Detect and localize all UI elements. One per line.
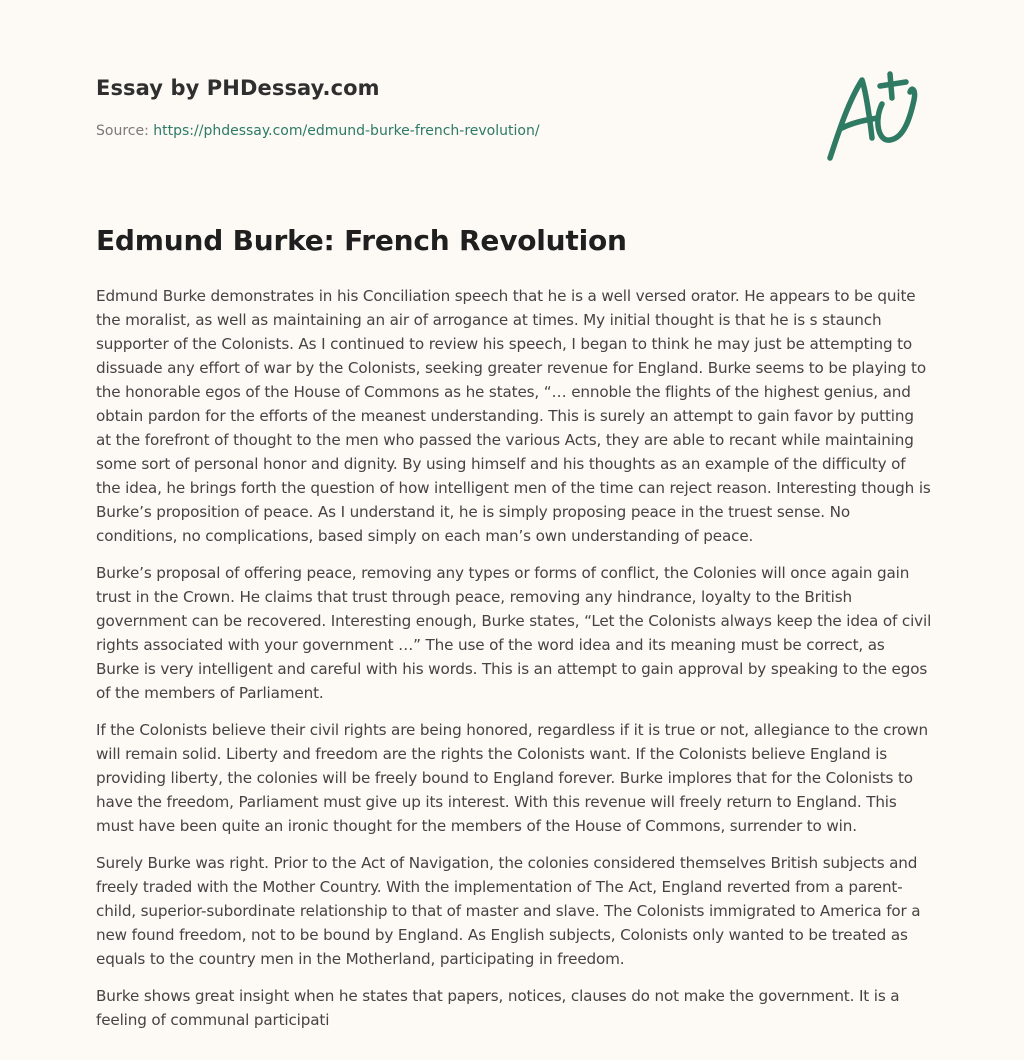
essay-paragraph: Burke’s proposal of offering peace, removing any types or forms of conflict, the Colonies will once again gain trust in the Crown. He claims that trust through peace, removing any hindrance, loyalty to the British government can be recovered. Interesting enough, Burke states, “Let the Colonists always keep the idea of civil rights associated with your government …” The use of the word idea and its meaning must be correct, as Burke is very intelligent and careful with his words. This is an attempt to gain approval by speaking to the egos of the members of Parliament. (96, 564, 932, 702)
essay-paragraph: Surely Burke was right. Prior to the Act of Navigation, the colonies considered themselves British subjects and freely traded with the Mother Country. With the implementation of The Act, England reverted from a parent-child, superior-subordinate relationship to that of master and slave. The Colonists immigrated to America for a new found freedom, not to be bound by England. As English subjects, Colonists only wanted to be treated as equals to the country men in the Motherland, participating in freedom. (96, 854, 921, 968)
source-link[interactable]: https://phdessay.com/edmund-burke-french-revolution/ (153, 123, 540, 139)
essay-paragraph: If the Colonists believe their civil rights are being honored, regardless if it is true or not, allegiance to the crown will remain solid. Liberty and freedom are the rights the Colonists want. If the Colonists believe England is providing liberty, the colonies will be freely bound to England forever. Burke implores that for the Colonists to have the freedom, Parliament must give up its interest. With this revenue will freely return to England. This must have been quite an ironic thought for the members of the House of Commons, surrender to win. (96, 721, 928, 835)
essay-paragraph: Edmund Burke demonstrates in his Conciliation speech that he is a well versed orator. He appears to be quite the moralist, as well as maintaining an air of arrogance at times. My initial thought is that he is s staunch supporter of the Colonists. As I continued to review his speech, I began to think he may just be attempting to dissuade any effort of war by the Colonists, seeking greater revenue for England. Burke seems to be playing to the honorable egos of the House of Commons as he states, “… ennoble the flights of the highest genius, and obtain pardon for the efforts of the meanest understanding. This is surely an attempt to gain favor by putting at the forefront of thought to the men who passed the various Acts, they are able to recant while maintaining some sort of personal honor and dignity. By using himself and his thoughts as an example of the difficulty of the idea, he brings forth the question of how intelligent men of the time can reject reason. Interesting though is Burke’s proposition of peace. As I understand it, he is simply proposing peace in the truest sense. No conditions, no complications, based simply on each man’s own understanding of peace. (96, 287, 931, 545)
a-plus-grade-icon (822, 68, 926, 164)
essay-body (96, 284, 932, 1045)
essay-header (96, 76, 796, 139)
source-label: Source: (96, 123, 149, 139)
essay-paragraph: Burke shows great insight when he states that papers, notices, clauses do not make the government. It is a feeling of communal participati (96, 987, 900, 1029)
essay-title: Edmund Burke: French Revolution (96, 224, 627, 257)
source-line (96, 123, 796, 139)
site-brand: Essay by PHDessay.com (96, 76, 380, 100)
